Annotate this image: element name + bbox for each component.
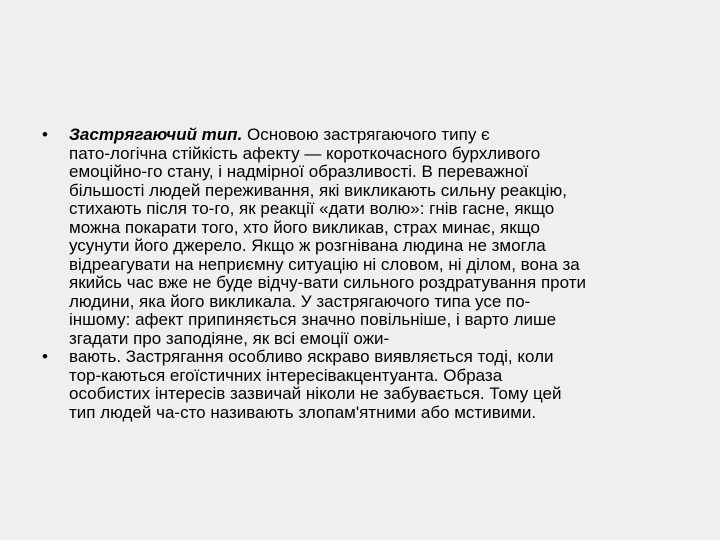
text-line: іншому: афект припиняється значно повільніше, і варто лише <box>69 310 557 329</box>
text-line: усунути його джерело. Якщо ж розгнівана людина не змогла <box>69 236 546 255</box>
text-line: тип людей ча-сто називають злопам'ятними або мстивими. <box>69 402 537 422</box>
bullet-list <box>43 126 693 422</box>
text-line: тор-каються егоїстичних інтересівакцентуанта. Образа <box>69 365 503 385</box>
text-line: більшості людей переживання, які викликають сильну реакцію, <box>69 180 567 200</box>
text-line: людини, яка його викликала. У застрягаючого типа усе по- <box>69 291 531 311</box>
bullet-point: • <box>42 125 48 144</box>
text-line: згадати про заподіяне, як всі емоції ожи- <box>69 328 390 348</box>
text-line: пато-логічна стійкість афекту — короткочасного бурхливого <box>69 143 541 163</box>
bullet-item-stuck-type <box>43 126 693 348</box>
bullet-text: Основою застрягаючого типу є <box>242 125 490 144</box>
text-line: стихають після то-го, як реакції «дати волю»: гнів гасне, якщо <box>69 199 555 218</box>
text-line: особистих інтересів зазвичай ніколи не забувається. Тому цей <box>69 384 562 403</box>
text-line: емоційно-го стану, і надмірної образливості. В переважної <box>69 162 529 181</box>
bullet-item-continuation <box>43 348 693 422</box>
bullet-heading: Застрягаючий тип. <box>69 125 243 144</box>
text-line: можна покарати того, хто його викликав, страх минає, якщо <box>69 217 540 237</box>
text-line: якийсь час вже не буде відчу-вати сильного роздратування проти <box>69 273 586 292</box>
text-line: вають. Застрягання особливо яскраво виявляється тоді, коли <box>69 347 554 366</box>
bullet-point: • <box>42 347 48 366</box>
text-line: відреагувати на неприємну ситуацію ні словом, ні ділом, вона за <box>69 254 580 274</box>
text-line <box>69 126 693 145</box>
